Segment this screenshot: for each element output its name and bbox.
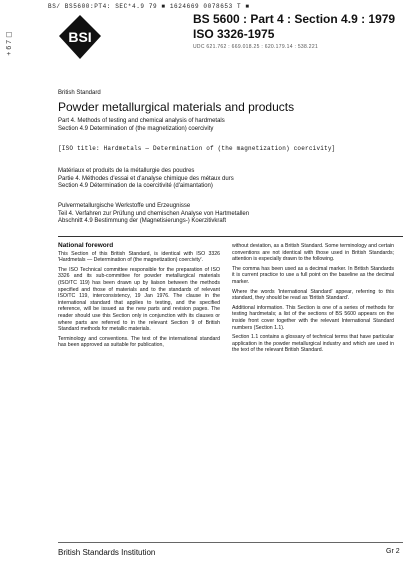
section-divider <box>58 236 403 237</box>
subtitle-part: Part 4. Methods of testing and chemical analysis of hardmetals <box>58 118 225 124</box>
foreword-paragraph: The ISO Technical committee responsible for the preparation of ISO 3326 and its sub-committee for powder metallurgical materials (ISO/TC 119) has been drawn up by liaison between the methods specified and those of materials and to the standards of relevant ISO/TC 119, interconsistency, 19 Jan 1976. The clause in the international standard that applies to testing, and the specified reference, will be issued as the new parts and revision pages. The reader should use this Section only in conjunction with its clauses or where parts are referred to in the relevant Section 9 of British Standard methods for metallic materials. <box>58 266 220 333</box>
iso-number: ISO 3326-1975 <box>193 27 275 41</box>
iso-title-line: [ISO title: Hardmetals — Determination of (the magnetization) coercivity] <box>58 145 336 152</box>
foreword-paragraph: Terminology and conventions. The text of the international standard has been approved as suitable for publication, <box>58 335 220 349</box>
udc-line: UDC 621.762 : 669.018.25 : 620.179.14 : 538.221 <box>193 44 319 50</box>
foreword-continued-column <box>232 243 394 357</box>
footer-divider <box>58 542 403 543</box>
german-title-block <box>58 203 249 226</box>
document-reference-strip: BS/ BS5600:PT4: SEC*4.9 79 ■ 1624669 0078653 T ■ <box>48 3 250 10</box>
national-foreword-column <box>58 243 220 352</box>
french-line: Section 4.9 Détermination de la coercitivité (d'aimantation) <box>58 183 213 189</box>
german-line: Pulvermetallurgische Werkstoffe und Erzeugnisse <box>58 203 191 209</box>
french-line: Partie 4. Méthodes d'essai et d'analyse chimique des métaux durs <box>58 175 234 182</box>
foreword-paragraph: The comma has been used as a decimal marker. In British Standards it is current practice to use a full point on the baseline as the decimal marker. <box>232 265 394 285</box>
price-group: Gr 2 <box>386 548 400 555</box>
german-line: Teil 4. Verfahren zur Prüfung und chemischen Analyse von Hartmetallen <box>58 210 250 217</box>
logo-text: BSI <box>68 29 92 45</box>
german-line: Abschnitt 4.9 Bestimmung der (Magnetisierungs-) Koerzitivkraft <box>58 218 227 224</box>
foreword-paragraph: Where the words 'International Standard' appear, referring to this standard, they should be read as 'British Standard'. <box>232 288 394 302</box>
foreword-heading: National foreword <box>58 242 114 249</box>
subtitle-section: Section 4.9 Determination of (the magnetization) coercivity <box>58 126 214 132</box>
publisher-name: British Standards Institution <box>58 548 156 557</box>
foreword-paragraph: Section 1.1 contains a glossary of technical terms that have particular application in the powder metallurgical industry and which are used in the text of the relevant British Standard. <box>232 334 394 354</box>
standard-number: BS 5600 : Part 4 : Section 4.9 : 1979 <box>193 12 396 26</box>
french-title-block <box>58 168 234 191</box>
margin-marks: + 6 7 ☐ <box>6 30 13 56</box>
french-line: Matériaux et produits de la métallurgie des poudres <box>58 168 195 174</box>
document-type-label: British Standard <box>58 90 101 96</box>
foreword-paragraph: Additional information. This Section is one of a series of methods for testing hardmetals; a list of the sections of BS 5600 appears on the inside front cover together with the relevant International Standard numbers (Section 1.1). <box>232 304 394 331</box>
bsi-logo <box>58 14 102 60</box>
foreword-paragraph: This Section of this British Standard, is identical with ISO 3326 'Hardmetals — Determination of (the magnetization) coercivity'. <box>58 250 220 264</box>
document-title: Powder metallurgical materials and products <box>58 100 295 114</box>
foreword-paragraph: without deviation, as a British Standard. Some terminology and certain conventions are not identical with those used in British Standards; attention is especially drawn to the following. <box>232 243 394 263</box>
